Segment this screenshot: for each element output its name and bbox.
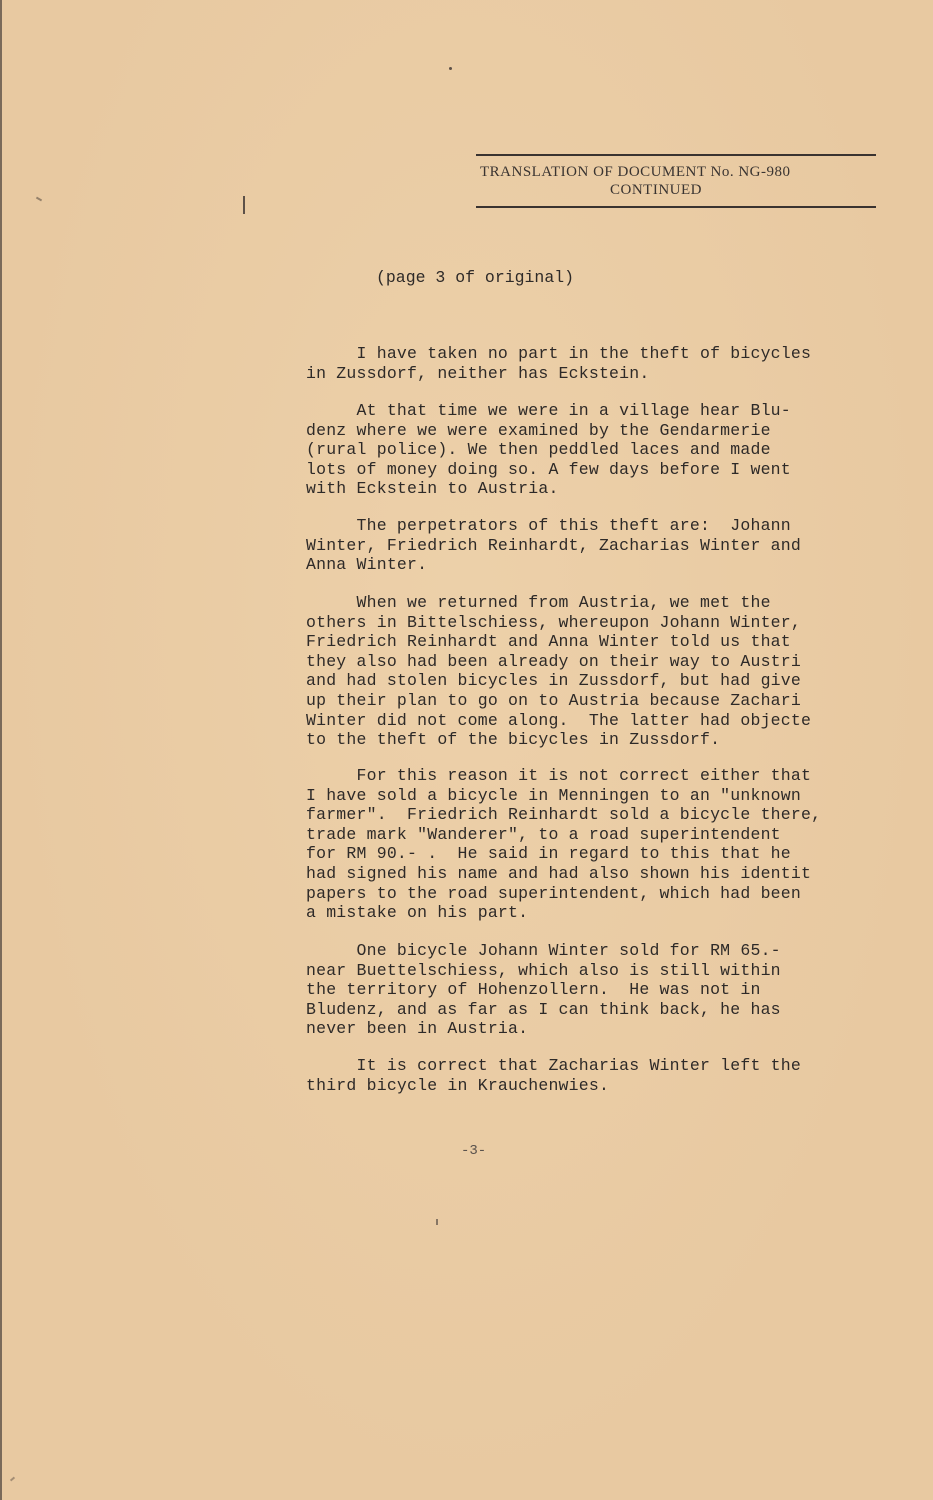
text-line: The perpetrators of this theft are: Johann <box>306 516 791 535</box>
text-line: others in Bittelschiess, whereupon Johann Winter, <box>306 612 801 632</box>
text-line: One bicycle Johann Winter sold for RM 65.- <box>306 941 781 960</box>
paragraph <box>306 516 896 575</box>
text-line: for RM 90.- . He said in regard to this that he <box>306 844 791 864</box>
text-line: Winter, Friedrich Reinhardt, Zacharias Winter and <box>306 535 801 555</box>
text-line: farmer". Friedrich Reinhardt sold a bicycle there, <box>306 805 822 825</box>
text-line: in Zussdorf, neither has Eckstein. <box>306 363 650 383</box>
header-title: TRANSLATION OF DOCUMENT No. NG-980 <box>480 164 791 180</box>
text-line: papers to the road superintendent, which had been <box>306 883 801 903</box>
text-line: Anna Winter. <box>306 555 428 575</box>
text-line: I have sold a bicycle in Menningen to an "unknown <box>306 785 801 805</box>
text-line: with Eckstein to Austria. <box>306 479 559 499</box>
paragraph <box>306 593 896 750</box>
header-subtitle: CONTINUED <box>610 182 702 198</box>
paper-speck <box>436 1219 438 1225</box>
text-line: third bicycle in Krauchenwies. <box>306 1075 610 1095</box>
paper-speck <box>10 1477 15 1482</box>
paragraph <box>306 766 896 923</box>
text-line: I have taken no part in the theft of bicycles <box>306 344 812 363</box>
paper-speck <box>243 196 245 214</box>
page-number: -3- <box>461 1143 487 1159</box>
text-line: (rural police). We then peddled laces and made <box>306 440 771 460</box>
text-line: When we returned from Austria, we met the <box>306 593 771 612</box>
text-line: It is correct that Zacharias Winter left the <box>306 1056 801 1075</box>
text-line: Friedrich Reinhardt and Anna Winter told us that <box>306 632 791 652</box>
text-line: up their plan to go on to Austria because Zachari <box>306 690 801 710</box>
page-edge <box>0 0 2 1500</box>
text-line: Bludenz, and as far as I can think back, he has <box>306 999 781 1019</box>
text-line: and had stolen bicycles in Zussdorf, but had give <box>306 671 801 691</box>
paragraph <box>306 401 896 499</box>
text-line: Winter did not come along. The latter had objecte <box>306 710 812 730</box>
text-line: For this reason it is not correct either that <box>306 766 812 785</box>
text-line: they also had been already on their way to Austri <box>306 651 801 671</box>
paper-speck <box>36 197 42 202</box>
text-line: the territory of Hohenzollern. He was not in <box>306 980 761 1000</box>
header-rule-bottom <box>476 206 876 208</box>
text-line: a mistake on his part. <box>306 903 529 923</box>
document-header <box>476 154 876 212</box>
page-reference: (page 3 of original) <box>376 268 575 287</box>
paper-speck <box>449 67 452 70</box>
header-rule-top <box>476 154 876 156</box>
text-line: near Buettelschiess, which also is still within <box>306 960 781 980</box>
paragraph <box>306 344 896 383</box>
text-line: never been in Austria. <box>306 1019 529 1039</box>
paragraph <box>306 941 896 1039</box>
text-line: lots of money doing so. A few days before I went <box>306 459 791 479</box>
text-line: At that time we were in a village hear Blu- <box>306 401 791 420</box>
text-line: trade mark "Wanderer", to a road superintendent <box>306 824 781 844</box>
text-line: denz where we were examined by the Gendarmerie <box>306 420 771 440</box>
paragraph <box>306 1056 896 1095</box>
text-line: to the theft of the bicycles in Zussdorf. <box>306 730 721 750</box>
text-line: had signed his name and had also shown his identit <box>306 863 812 883</box>
